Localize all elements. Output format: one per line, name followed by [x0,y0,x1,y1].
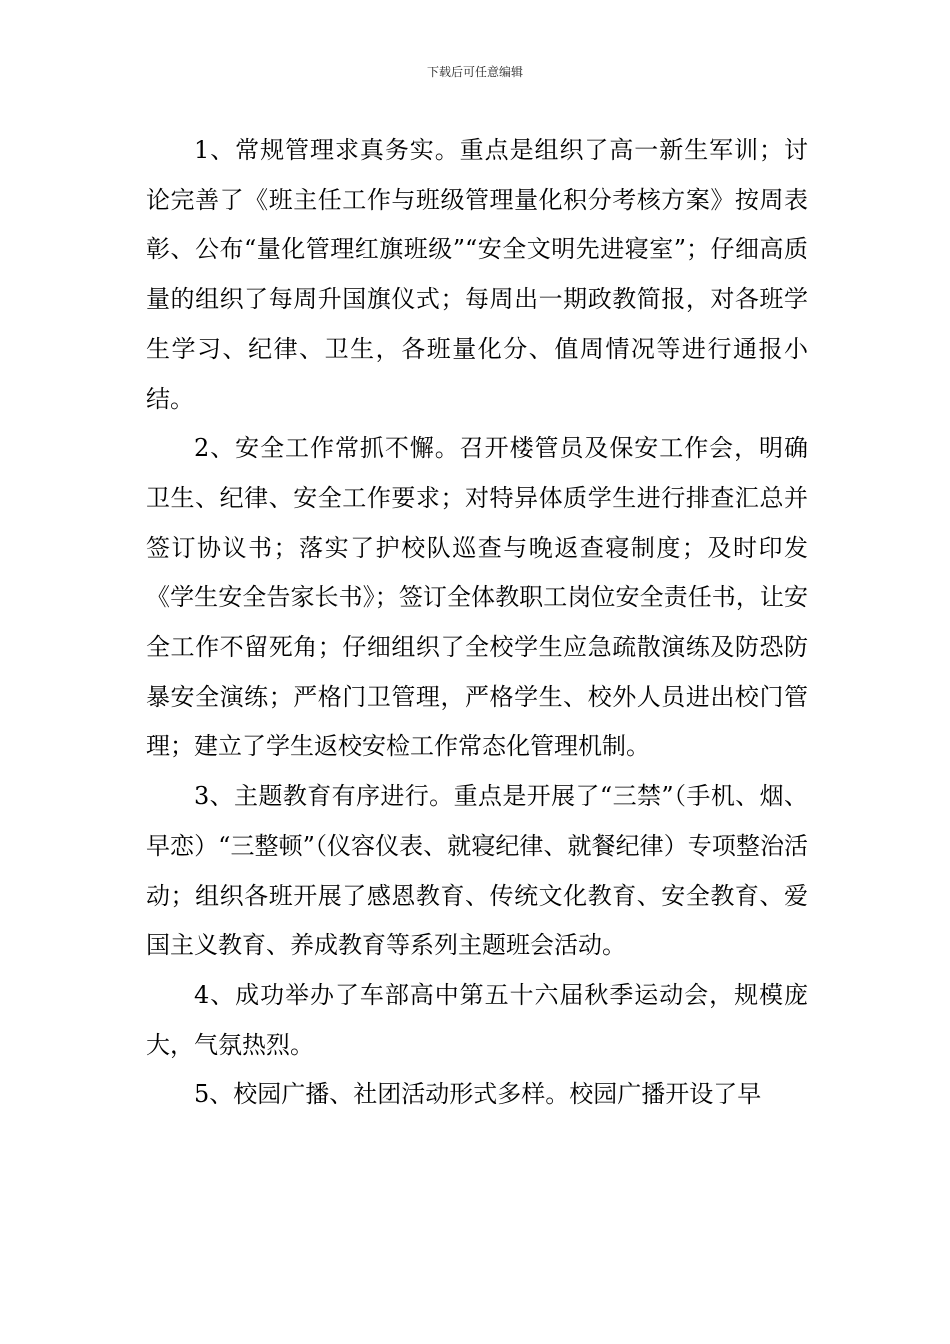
paragraph-1: 1、常规管理求真务实。重点是组织了高一新生军训；讨论完善了《班主任工作与班级管理量化积分考核方案》按周表彰、公布“量化管理红旗班级”“安全文明先进寝室”；仔细高质量的组织了每周升国旗仪式；每周出一期政教简报，对各班学生学习、纪律、卫生，各班量化分、值周情况等进行通报小结。 [146,136,808,413]
paragraph-4: 4、成功举办了车部高中第五十六届秋季运动会，规模庞大，气氛热烈。 [146,980,808,1059]
paragraph-3: 3、主题教育有序进行。重点是开展了“三禁”（手机、烟、早恋）“三整顿”（仪容仪表、就寝纪律、就餐纪律）专项整治活动；组织各班开展了感恩教育、传统文化教育、安全教育、爱国主义教育、养成教育等系列主题班会活动。 [146,782,808,960]
paragraph-2: 2、安全工作常抓不懈。召开楼管员及保安工作会，明确卫生、纪律、安全工作要求；对特异体质学生进行排查汇总并签订协议书；落实了护校队巡查与晚返查寝制度；及时印发《学生安全告家长书》；签订全体教职工岗位安全责任书，让安全工作不留死角；仔细组织了全校学生应急疏散演练及防恐防暴安全演练；严格门卫管理，严格学生、校外人员进出校门管理；建立了学生返校安检工作常态化管理机制。 [146,434,808,761]
page-header-note: 下载后可任意编辑 [426,65,523,79]
paragraph-5: 5、校园广播、社团活动形式多样。校园广播开设了早 [194,1080,762,1109]
document-body [146,126,808,1120]
